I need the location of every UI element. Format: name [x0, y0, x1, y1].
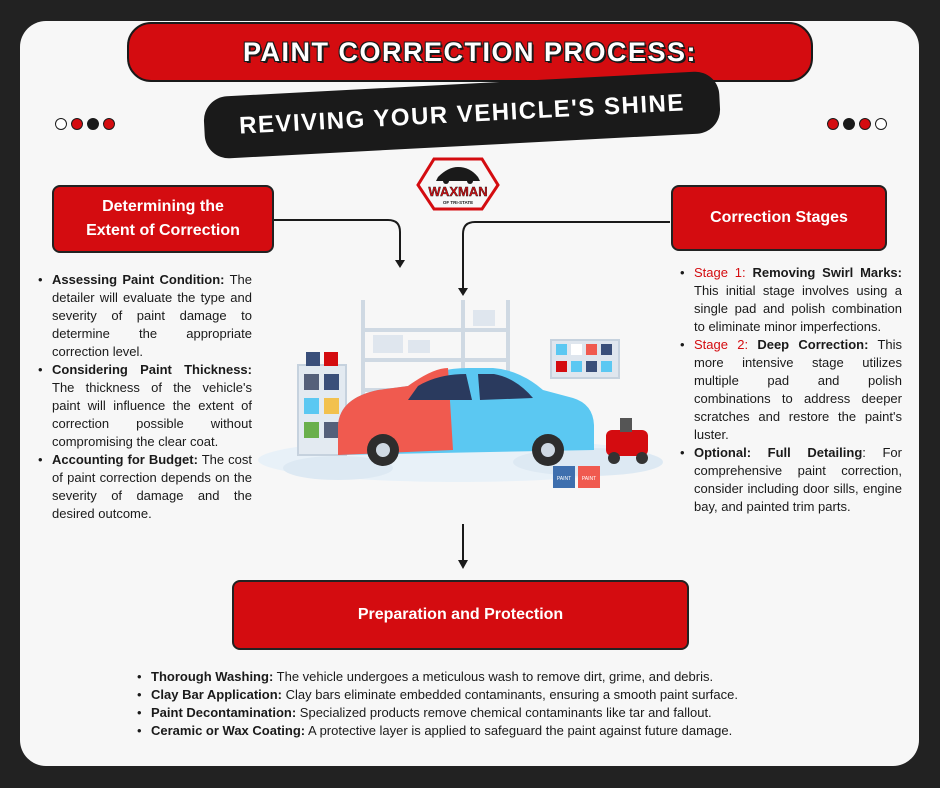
heading-correction-stages	[671, 185, 887, 251]
heading-preparation-protection	[232, 580, 689, 650]
heading-line-1: Determining the	[102, 198, 224, 215]
dots-decoration-left-icon	[55, 118, 115, 130]
list-item: • Stage 2: Deep Correction: This more intensive stage utilizes multiple pad and polish combinations to address deeper scratches and restore the paint's luster.	[676, 336, 902, 444]
list-item: • Considering Paint Thickness: The thickness of the vehicle's paint will influence the extent of correction possible without compromising the clear coat.	[34, 361, 252, 451]
down-arrow-icon	[270, 210, 410, 270]
heading-text: Preparation and Protection	[357, 606, 564, 623]
down-arrow-icon	[455, 522, 475, 574]
svg-text:WAXMAN: WAXMAN	[428, 184, 488, 199]
list-item: • Thorough Washing: The vehicle undergoes a meticulous wash to remove dirt, grime, and debris.	[133, 668, 833, 686]
dots-decoration-right-icon	[827, 118, 887, 130]
waxman-logo-icon	[414, 155, 502, 213]
svg-text:PAINT: PAINT	[581, 476, 597, 482]
list-item: • Paint Decontamination: Specialized products remove chemical contaminants like tar and fallout.	[133, 704, 833, 722]
car-workshop-illustration-icon	[258, 290, 673, 495]
heading-text: Correction Stages	[710, 209, 848, 226]
list-item: • Stage 1: Removing Swirl Marks: This initial stage involves using a single pad and polish combination to eliminate minor imperfections.	[676, 264, 902, 336]
title-main: PAINT CORRECTION PROCESS:	[127, 22, 813, 82]
list-item: • Ceramic or Wax Coating: A protective layer is applied to safeguard the paint against future damage.	[133, 722, 833, 740]
heading-line-2: Extent of Correction	[86, 222, 240, 239]
list-item: • Assessing Paint Condition: The detailer will evaluate the type and severity of paint damage to determine the appropriate correction level.	[34, 271, 252, 361]
left-bullet-list	[34, 271, 252, 523]
title-subtitle: REVIVING YOUR VEHICLE'S SHINE	[203, 71, 722, 160]
bottom-bullet-list	[133, 668, 833, 740]
down-arrow-icon	[455, 212, 675, 302]
svg-text:PAINT: PAINT	[556, 476, 572, 482]
right-bullet-list	[676, 264, 902, 516]
svg-text:OF TRI-STATE: OF TRI-STATE	[442, 200, 474, 205]
list-item: • Clay Bar Application: Clay bars eliminate embedded contaminants, ensuring a smooth paint surface.	[133, 686, 833, 704]
list-item: • Optional: Full Detailing: For comprehensive paint correction, consider including door sills, engine bay, and painted trim parts.	[676, 444, 902, 516]
heading-determining-extent	[52, 185, 274, 253]
list-item: • Accounting for Budget: The cost of paint correction depends on the severity of damage and the desired outcome.	[34, 451, 252, 523]
